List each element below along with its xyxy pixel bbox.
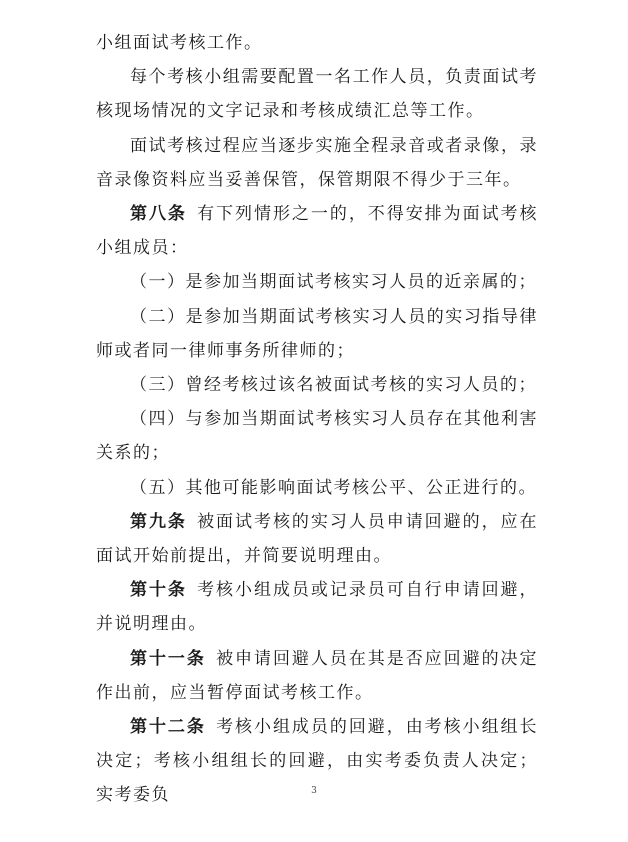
- paragraph: [96, 573, 538, 641]
- paragraph: [96, 368, 538, 402]
- page-number: 3: [311, 786, 317, 796]
- paragraph: [96, 710, 538, 813]
- paragraph-text: 被申请回避人员在其是否应回避的决定作出前，应当暂停面试考核工作。: [96, 648, 539, 703]
- document-body: [96, 26, 538, 813]
- article-heading: 第八条: [130, 204, 187, 225]
- paragraph-text: （二）是参加当期面试考核实习人员的实习指导律师或者同一律师事务所律师的；: [96, 306, 538, 361]
- paragraph: [96, 300, 538, 368]
- paragraph-text: （三）曾经考核过该名被面试考核的实习人员的；: [130, 375, 537, 396]
- paragraph: [96, 642, 538, 710]
- paragraph-text: 有下列情形之一的，不得安排为面试考核小组成员：: [96, 204, 539, 259]
- paragraph: [96, 60, 538, 128]
- paragraph-text: 考核小组成员或记录员可自行申请回避，并说明理由。: [96, 580, 539, 635]
- paragraph-text: 小组面试考核工作。: [96, 33, 263, 53]
- paragraph-text: （四）与参加当期面试考核实习人员存在其他利害关系的；: [96, 409, 538, 464]
- article-heading: 第十二条: [130, 717, 206, 738]
- article-heading: 第十条: [130, 580, 187, 601]
- paragraph-text: 每个考核小组需要配置一名工作人员，负责面试考核现场情况的文字记录和考核成绩汇总等工作。: [96, 67, 538, 122]
- paragraph: [96, 129, 538, 197]
- paragraph: [96, 197, 538, 265]
- paragraph: [96, 26, 538, 60]
- paragraph: [96, 471, 538, 505]
- paragraph-text: （一）是参加当期面试考核实习人员的近亲属的；: [130, 272, 537, 293]
- paragraph-text: （五）其他可能影响面试考核公平、公正进行的。: [130, 477, 537, 498]
- paragraph: [96, 505, 538, 573]
- paragraph: [96, 265, 538, 299]
- article-heading: 第九条: [130, 511, 187, 532]
- paragraph-text: 考核小组成员的回避，由考核小组组长决定；考核小组组长的回避，由实考委负责人决定；实考委负: [96, 717, 539, 806]
- paragraph: [96, 402, 538, 470]
- paragraph-text: 被面试考核的实习人员申请回避的，应在面试开始前提出，并简要说明理由。: [96, 511, 539, 567]
- article-heading: 第十一条: [130, 648, 206, 669]
- paragraph-text: 面试考核过程应当逐步实施全程录音或者录像，录音录像资料应当妥善保管，保管期限不得少于三年。: [96, 135, 538, 190]
